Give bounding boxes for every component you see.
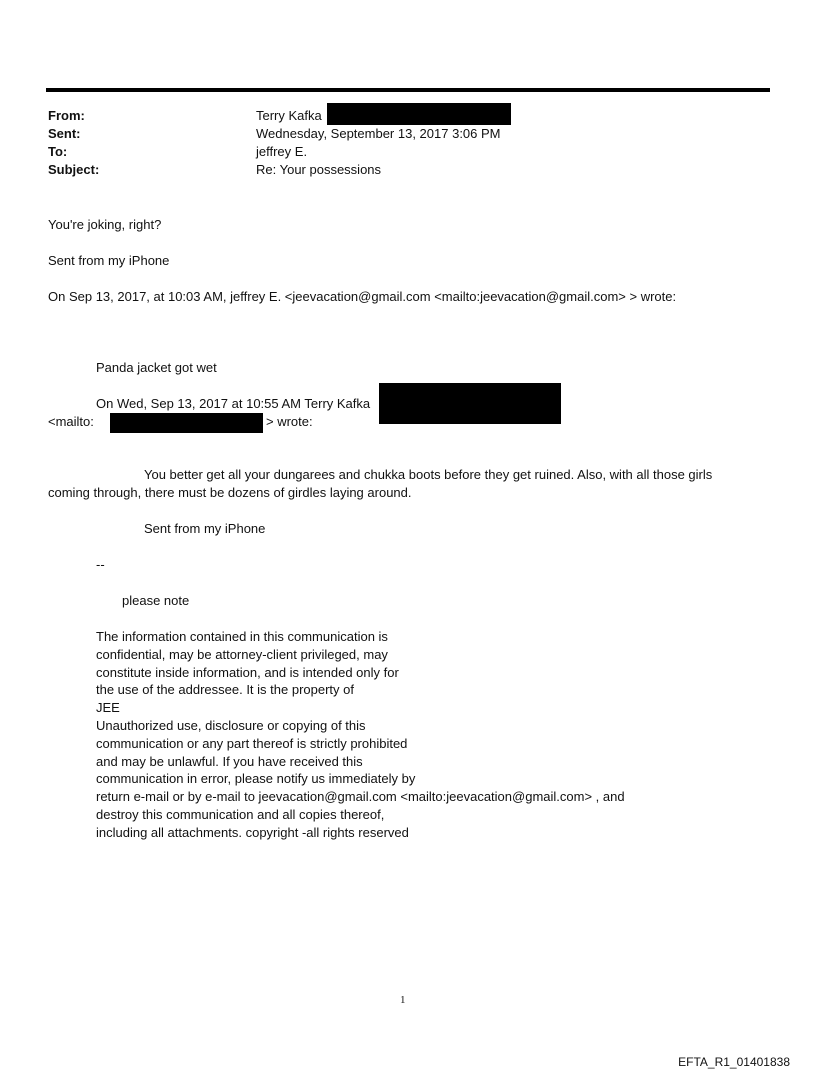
original-message-line: You better get all your dungarees and chukka boots before they get ruined. Also, with all those girls (144, 467, 713, 482)
redaction-box (110, 413, 263, 433)
page-number: 1 (400, 994, 406, 1006)
disclaimer-line: destroy this communication and all copies thereof, (96, 806, 385, 822)
quote-wrote: > wrote: (266, 414, 313, 429)
disclaimer-line: including all attachments. copyright -all rights reserved (96, 824, 409, 840)
disclaimer (96, 628, 625, 842)
original-signature: Sent from my iPhone (144, 521, 266, 536)
disclaimer-line: constitute inside information, and is intended only for (96, 664, 399, 680)
sent-label: Sent: (48, 126, 81, 141)
quote-mailto: <mailto: (48, 414, 94, 429)
disclaimer-line: the use of the addressee. It is the property of (96, 682, 354, 698)
subject-value: Re: Your possessions (256, 162, 382, 177)
body-line: You're joking, right? (48, 217, 162, 232)
disclaimer-line: communication or any part thereof is strictly prohibited (96, 735, 408, 751)
redaction-box (379, 383, 561, 424)
subject-label: Subject: (48, 162, 100, 177)
from-value: Terry Kafka (256, 108, 322, 123)
from-label: From: (48, 108, 85, 123)
reply-line: Panda jacket got wet (96, 360, 217, 375)
redaction-box (327, 103, 511, 125)
signature-line: Sent from my iPhone (48, 253, 170, 268)
disclaimer-line: confidential, may be attorney-client privileged, may (96, 646, 388, 662)
to-label: To: (48, 144, 68, 159)
signature-separator: -- (96, 557, 105, 572)
to-value: jeffrey E. (256, 144, 308, 159)
disclaimer-line: return e-mail or by e-mail to jeevacation@gmail.com <mailto:jeevacation@gmail.com> , and (96, 789, 625, 805)
original-message-line: coming through, there must be dozens of girdles laying around. (48, 485, 412, 500)
sent-value: Wednesday, September 13, 2017 3:06 PM (256, 126, 501, 141)
disclaimer-line: The information contained in this communication is (96, 629, 388, 644)
disclaimer-line: JEE (96, 700, 120, 716)
document-id: EFTA_R1_01401838 (678, 1055, 790, 1069)
quote-intro: On Sep 13, 2017, at 10:03 AM, jeffrey E. <jeevacation@gmail.com <mailto:jeevacation@gmail.com> > wrote: (48, 289, 677, 304)
disclaimer-line: Unauthorized use, disclosure or copying of this (96, 717, 366, 733)
disclaimer-line: and may be unlawful. If you have received this (96, 753, 363, 769)
quote-header-line: On Wed, Sep 13, 2017 at 10:55 AM Terry Kafka (96, 396, 371, 411)
please-note: please note (122, 593, 190, 608)
disclaimer-line: communication in error, please notify us immediately by (96, 771, 416, 787)
header-rule (46, 88, 770, 92)
